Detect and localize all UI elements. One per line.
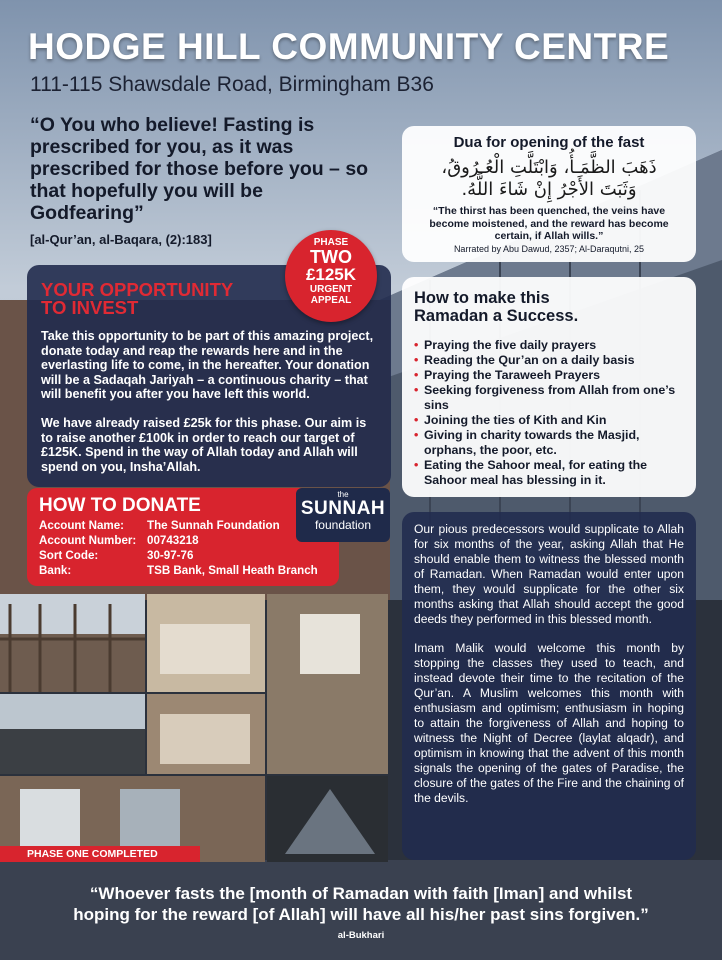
opportunity-heading-line2: TO INVEST: [41, 297, 139, 318]
dua-arabic-line1: ذَهَبَ الظَّمَـأُ، وَابْتَلَّتِ الْعُـرُوقُ،: [441, 157, 657, 178]
dua-box: [402, 126, 696, 262]
dua-narration: Narrated by Abu Dawud, 2357; Al-Daraqutni, 25: [453, 243, 645, 254]
hadith-quote: [10, 883, 712, 925]
construction-photo-collage: [0, 594, 388, 862]
panel-paragraph-1: Our pious predecessors would supplicate to Allah for six months of the year, asking Allah that He should enable them to witness the blessed month of Ramadan. When Ramadan would enter upon them, they would supplicate for the other six months asking that Allah should accept the good deeds they performed in this blessed month.: [414, 522, 684, 626]
dua-title: Dua for opening of the fast: [453, 134, 645, 151]
list-item: • Seeking forgiveness from Allah from one’s sins: [414, 383, 684, 413]
logo-name: SUNNAH: [300, 498, 386, 519]
badge-phase: PHASE: [313, 237, 349, 248]
donate-value: 00743218: [147, 534, 199, 547]
quran-reference: [al-Qur’an, al-Baqara, (2):183]: [30, 232, 212, 247]
logo-the: the: [337, 490, 349, 499]
donate-row: [39, 518, 327, 533]
page-title: HODGE HILL COMMUNITY CENTRE: [28, 26, 670, 67]
opportunity-paragraph-1: Take this opportunity to be part of this amazing project, donate today and reap the rewards here and in the everlasting life to come, in the hereafter. Your donation will be a Sadaqah Jariyah – a continuous charity – that will benefit you after you have left this world.: [41, 329, 374, 402]
ramadan-success-box: [402, 277, 696, 497]
hadith-reference: al-Bukhari: [337, 930, 385, 941]
badge-appeal: APPEAL: [310, 295, 352, 306]
success-list: [414, 338, 684, 488]
donate-value: TSB Bank, Small Heath Branch: [147, 564, 318, 577]
quran-quote: “O You who believe! Fasting is prescribed for you, as it was prescribed for those before you – so that hopefully you will be Godfearing”: [30, 114, 369, 224]
panel-paragraph-2: Imam Malik would welcome this month by stopping the classes they used to teach, and instead devote their time to the recitation of the Qur’an. A Muslim welcomes this month with enthusiasm and optimism; enthusiasm in hoping to attain the forgiveness of Allah and hoping to witness the Night of Decree (laylat alqadr), and optimism in knowing that the advent of this month signals the opening of the gates of Paradise, the closure of the gates of the Fire and the chaining of the devils.: [414, 641, 684, 805]
logo-sub: foundation: [314, 518, 372, 532]
badge-amount: £125K: [305, 265, 357, 284]
list-item: • Giving in charity towards the Masjid, orphans, the poor, etc.: [414, 428, 684, 458]
phase-two-badge: [285, 230, 377, 322]
list-item: • Reading the Qur’an on a daily basis: [414, 353, 684, 368]
donate-row: [39, 533, 327, 548]
list-item: • Praying the Taraweeh Prayers: [414, 368, 684, 383]
donate-value: 30-97-76: [147, 549, 194, 562]
predecessors-panel: [402, 512, 696, 860]
donate-key: Account Number:: [39, 534, 137, 547]
dua-arabic-line2: وَثَبَتَ الأَجْرُ إِنْ شَاءَ اللَّهُ.: [461, 179, 637, 200]
list-item: • Eating the Sahoor meal, for eating the Sahoor meal has blessing in it.: [414, 458, 684, 488]
badge-urgent: URGENT: [309, 284, 353, 295]
badge-two: TWO: [310, 247, 352, 267]
donate-row: [39, 548, 327, 563]
donate-key: Account Name:: [39, 519, 125, 532]
donate-key: Bank:: [39, 564, 72, 577]
opportunity-heading-line1: YOUR OPPORTUNITY: [41, 279, 234, 300]
success-title-line2: Ramadan a Success.: [414, 307, 579, 325]
list-item: • Joining the ties of Kith and Kin: [414, 413, 684, 428]
donate-value: The Sunnah Foundation: [147, 519, 280, 532]
donate-box: [27, 488, 339, 586]
hadith-line1: “Whoever fasts the [month of Ramadan with faith [Iman] and whilst: [89, 884, 633, 903]
dua-translation: “The thirst has been quenched, the veins have become moistened, and the reward has become certain, if Allah wills.”: [429, 205, 669, 242]
hadith-line2: hoping for the reward [of Allah] will have all his/her past sins forgiven.”: [73, 905, 649, 924]
opportunity-paragraph-2: We have already raised £25k for this phase. Our aim is to raise another £100k in order to reach our target of £125K. Spend in the way of Allah today and Allah will spend on you, Insha’Allah.: [41, 415, 367, 474]
sunnah-foundation-logo: [296, 488, 390, 542]
phase-one-label: PHASE ONE COMPLETED: [0, 846, 200, 862]
donate-row: [39, 563, 327, 578]
address: 111-115 Shawsdale Road, Birmingham B36: [30, 73, 434, 96]
list-item: • Praying the five daily prayers: [414, 338, 684, 353]
success-title-line1: How to make this: [414, 289, 550, 307]
donate-key: Sort Code:: [39, 549, 99, 562]
donate-title: HOW TO DONATE: [39, 495, 201, 516]
